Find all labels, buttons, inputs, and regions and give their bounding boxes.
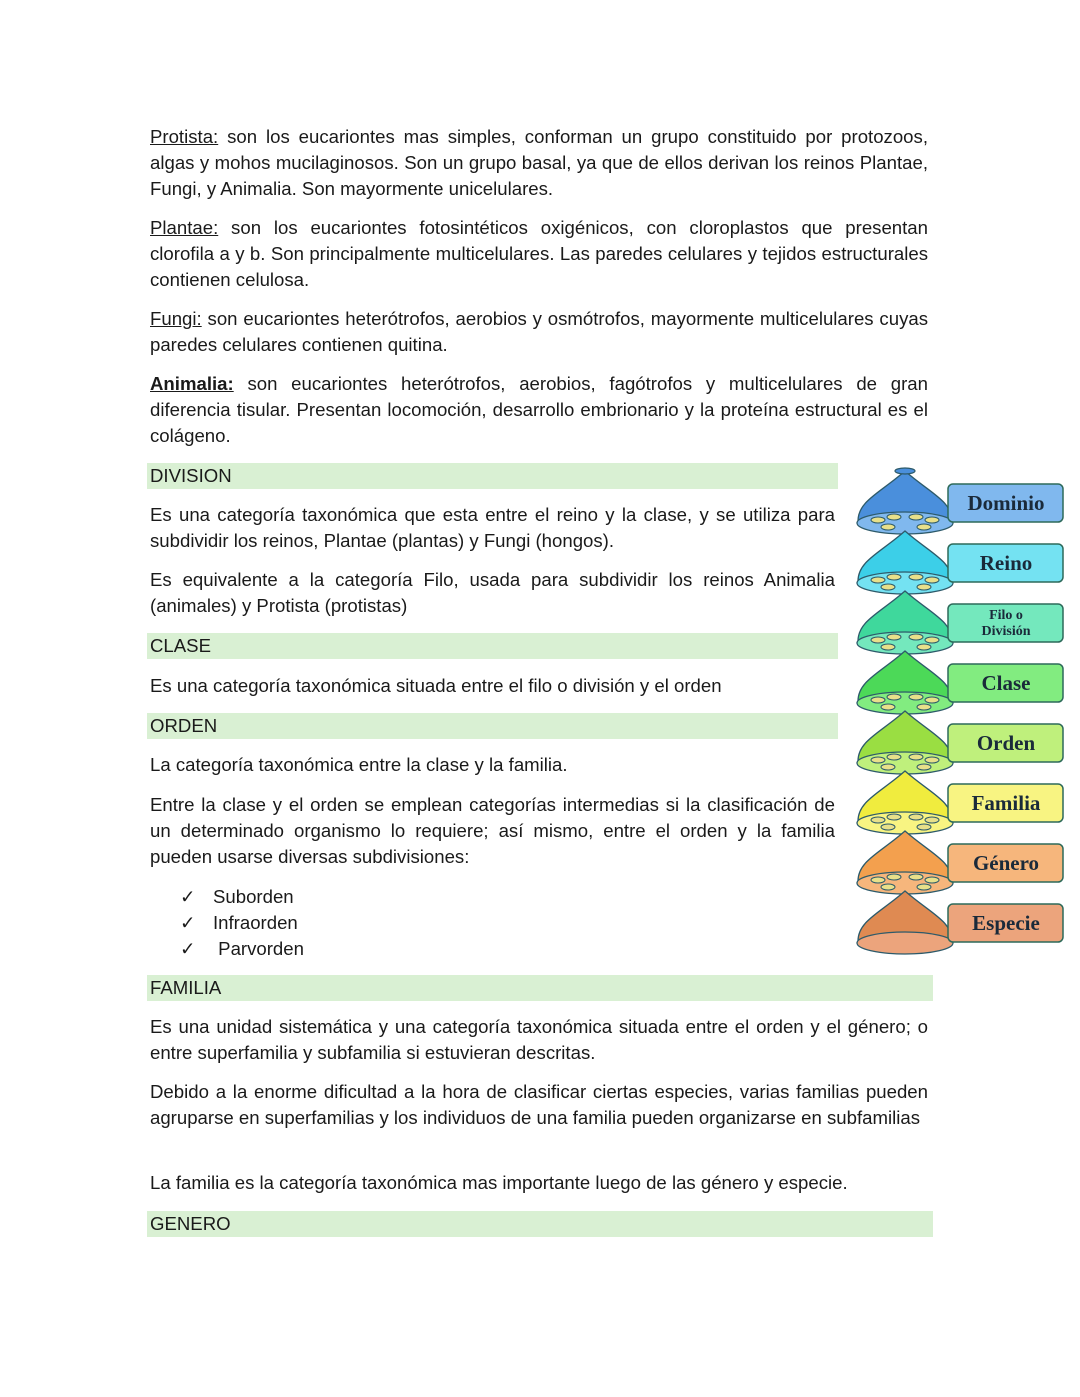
taxonomy-level — [857, 651, 1063, 714]
level-label: División — [981, 624, 1031, 639]
familia-paragraph-3: La familia es la categoría taxonómica mas importante luego de las género y especie. — [150, 1172, 848, 1193]
cell-dot — [917, 884, 931, 890]
taxonomy-hierarchy-diagram — [850, 465, 1072, 965]
cell-dot — [881, 644, 895, 650]
familia-heading: FAMILIA — [147, 975, 933, 1001]
cell-dot — [881, 884, 895, 890]
protista-label: Protista: — [150, 126, 219, 147]
list-item — [180, 910, 304, 936]
fungi-label: Fungi: — [150, 308, 202, 329]
cell-dot — [887, 694, 901, 700]
list-item-text: Suborden — [213, 886, 294, 907]
taxonomy-level — [857, 591, 1063, 654]
cell-dot — [925, 697, 939, 703]
cell-dot — [871, 517, 885, 523]
level-label: Reino — [979, 551, 1033, 575]
clase-paragraph: Es una categoría taxonómica situada entre el filo o división y el orden — [150, 675, 722, 696]
cell-dot — [887, 754, 901, 760]
taxonomy-level — [857, 468, 1063, 534]
cell-dot — [909, 634, 923, 640]
cell-dot — [871, 817, 885, 823]
cell-dot — [925, 757, 939, 763]
cell-dot — [871, 577, 885, 583]
animalia-text: son eucariontes heterótrofos, aerobios, fagótrofos y multicelulares de gran diferencia tisular. Presentan locomoción, desarrollo embrionario y la proteína estructural es el colágeno. — [150, 373, 928, 446]
cell-dot — [881, 524, 895, 530]
cell-dot — [909, 814, 923, 820]
cell-dot — [925, 637, 939, 643]
list-item — [180, 936, 304, 962]
cell-dot — [909, 574, 923, 580]
level-label: Clase — [981, 671, 1031, 695]
cell-dot — [909, 754, 923, 760]
cell-dot — [887, 634, 901, 640]
cell-dot — [925, 877, 939, 883]
checkmark-icon: ✓ — [180, 912, 196, 933]
cell-dot — [881, 764, 895, 770]
cell-dot — [871, 637, 885, 643]
plantae-paragraph — [150, 215, 928, 293]
cell-dot — [871, 757, 885, 763]
plantae-label: Plantae: — [150, 217, 219, 238]
cell-dot — [909, 514, 923, 520]
level-label: Género — [972, 851, 1040, 875]
orden-subdivisions-list — [180, 884, 304, 962]
cell-dot — [917, 584, 931, 590]
taxonomy-level — [857, 891, 1063, 954]
cell-dot — [881, 824, 895, 830]
level-label: Especie — [972, 911, 1040, 935]
fungi-paragraph — [150, 306, 928, 358]
orden-paragraph-1: La categoría taxonómica entre la clase y la familia. — [150, 754, 568, 775]
cell-dot — [925, 577, 939, 583]
orden-paragraph-2: Entre la clase y el orden se emplean categorías intermedias si la clasificación de un determinado organismo lo requiere; así mismo, entre el orden y la familia pueden usarse diversas subdivisiones: — [150, 794, 835, 867]
bell-base — [857, 932, 953, 954]
familia-paragraph-1: Es una unidad sistemática y una categoría taxonómica situada entre el orden y el género; o entre superfamilia y subfamilia si estuvieran descritas. — [150, 1016, 928, 1063]
animalia-label: Animalia: — [150, 373, 234, 394]
cell-dot — [881, 704, 895, 710]
bell-top — [895, 468, 915, 474]
clase-heading: CLASE — [147, 633, 838, 659]
cell-dot — [887, 574, 901, 580]
level-label: Orden — [976, 731, 1036, 755]
cell-dot — [917, 644, 931, 650]
level-label: Filo o — [989, 608, 1023, 623]
cell-dot — [871, 697, 885, 703]
list-item-text: Parvorden — [213, 938, 304, 959]
plantae-text: son los eucariontes fotosintéticos oxigénicos, con cloroplastos que presentan clorofila a y b. Son principalmente multicelulares. Las paredes celulares y tejidos estructurales contienen celulosa. — [150, 217, 928, 290]
fungi-text: son eucariontes heterótrofos, aerobios y osmótrofos, mayormente multicelulares cuyas paredes celulares contienen quitina. — [150, 308, 928, 355]
cell-dot — [887, 514, 901, 520]
cell-dot — [917, 764, 931, 770]
cell-dot — [925, 817, 939, 823]
protista-paragraph — [150, 124, 928, 202]
list-item-text: Infraorden — [213, 912, 298, 933]
protista-text: son los eucariontes mas simples, conforman un grupo constituido por protozoos, algas y mohos mucilaginosos. Son un grupo basal, ya que de ellos derivan los reinos Plantae, Fungi, y Animalia. Son mayormente unicelulares. — [150, 126, 928, 199]
division-paragraph-2: Es equivalente a la categoría Filo, usada para subdividir los reinos Animalia (animales) y Protista (protistas) — [150, 569, 835, 616]
animalia-paragraph — [150, 371, 928, 449]
taxonomy-level — [857, 771, 1063, 834]
division-heading: DIVISION — [147, 463, 838, 489]
cell-dot — [909, 874, 923, 880]
orden-heading: ORDEN — [147, 713, 838, 739]
cell-dot — [909, 694, 923, 700]
cell-dot — [871, 877, 885, 883]
cell-dot — [917, 524, 931, 530]
checkmark-icon: ✓ — [180, 886, 196, 907]
checkmark-icon: ✓ — [180, 938, 196, 959]
list-item — [180, 884, 304, 910]
cell-dot — [881, 584, 895, 590]
cell-dot — [887, 874, 901, 880]
taxonomy-level — [857, 831, 1063, 894]
taxonomy-level — [857, 531, 1063, 594]
cell-dot — [917, 704, 931, 710]
cell-dot — [925, 517, 939, 523]
level-label: Familia — [971, 791, 1041, 815]
cell-dot — [917, 824, 931, 830]
cell-dot — [887, 814, 901, 820]
level-label: Dominio — [967, 491, 1045, 515]
division-paragraph-1: Es una categoría taxonómica que esta entre el reino y la clase, y se utiliza para subdividir los reinos, Plantae (plantas) y Fungi (hongos). — [150, 504, 835, 551]
genero-heading: GENERO — [147, 1211, 933, 1237]
familia-paragraph-2: Debido a la enorme dificultad a la hora de clasificar ciertas especies, varias familias pueden agruparse en superfamilias y los individuos de una familia pueden organizarse en subfamilias — [150, 1081, 928, 1128]
taxonomy-level — [857, 711, 1063, 774]
